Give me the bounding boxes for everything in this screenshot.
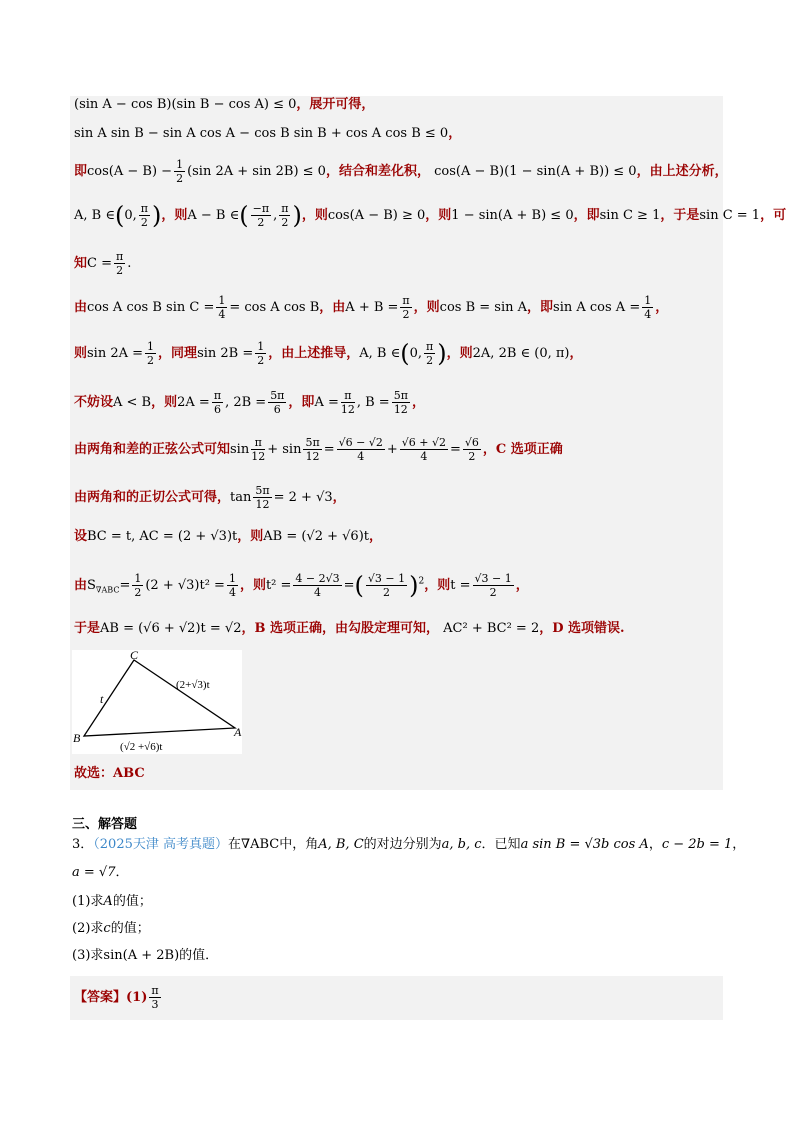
fraction: $\frac{√6 + √2}{4}$ [401, 436, 446, 463]
sol-line-13 [74, 622, 625, 635]
triangle-shape [84, 660, 235, 736]
math-expr: A [103, 894, 113, 909]
math-expr: cos(A − B) − [87, 164, 173, 179]
fraction: $\frac{5\pi}{12}$ [305, 436, 320, 463]
sol-text: ，由 [319, 300, 346, 315]
math-expr: a, b, c [441, 837, 482, 852]
sol-text: ，则 [413, 300, 440, 315]
math-expr: AB = (√6 + √2)t = √2 [100, 621, 242, 636]
fraction: $\frac{5\pi}{12}$ [255, 484, 270, 511]
sol-text: 由两角和差的正弦公式可知 [74, 442, 231, 457]
math-expr: = 2 + √3 [273, 490, 333, 505]
fraction: $\frac{\pi}{6}$ [213, 389, 222, 416]
fraction: $\frac{\pi}{2}$ [281, 202, 289, 229]
math-expr: A, B, C [318, 837, 364, 852]
subq-text: (3)求 [72, 948, 104, 963]
sol-text: ，展开可得， [296, 97, 375, 112]
fraction: $\frac{√6 - √2}{4}$ [338, 436, 383, 463]
sol-text: ，则 [237, 529, 264, 544]
sol-text: ， [448, 126, 462, 141]
math-expr: sin A cos A = [553, 300, 641, 315]
sol-text: ，于是 [660, 208, 700, 223]
fraction: $\frac{\pi}{2}$ [402, 294, 410, 321]
vertex-c-label: C [130, 650, 139, 662]
section-heading: 三、解答题 [72, 817, 138, 832]
sol-text: ， [539, 621, 553, 636]
math-expr: S [87, 578, 96, 593]
sol-text: C 选项正确 [495, 442, 563, 457]
subq-text: 的值； [110, 921, 150, 936]
math-expr: 1 − sin(A + B) ≤ 0 [451, 208, 574, 223]
fraction: $\frac{√3 - 1}{2}$ [367, 572, 406, 599]
answer-box [70, 976, 723, 1020]
sol-text: 由两角和的正切公式可得， [74, 490, 231, 505]
answer-line [74, 984, 163, 1011]
sol-text: ，则 [446, 346, 473, 361]
math-expr: A, B ∈ [74, 208, 115, 223]
fraction: $\frac{\pi}{12}$ [251, 436, 266, 463]
fraction: $\frac{√3 - 1}{2}$ [474, 572, 512, 599]
question-text: 的对边分别为 [363, 837, 442, 852]
fraction: $\frac{4 - 2√3}{4}$ [295, 572, 340, 599]
math-expr: sin [230, 442, 250, 457]
sol-text: ，则 [425, 208, 452, 223]
math-expr: a = √7 [72, 865, 116, 880]
math-expr: cos(A − B) ≥ 0 [327, 208, 426, 223]
sol-line-4: A, B ∈(0, $\frac{\pi}{2}$ )，则A − B ∈( $\frac{-\pi}{2}$ , $\frac{\pi}{2}$ )，则cos(A − B) ≥ 0，则1 − sin(A + B) ≤ 0，即sin C ≥ 1，于是sin C = 1，可 [74, 201, 787, 230]
math-expr: sin A sin B − sin A cos A − cos B sin B + cos A cos B ≤ 0 [74, 126, 449, 141]
math-expr: = [343, 578, 355, 593]
subq-text: (1)求 [72, 894, 104, 909]
math-expr: cos B = sin A [439, 300, 528, 315]
math-expr: = [323, 442, 335, 457]
question-line-2 [72, 866, 128, 879]
sol-line-11 [74, 530, 382, 543]
sol-line-3 [74, 158, 728, 185]
vertex-b-label: B [73, 731, 81, 745]
side-ac-label: (2+√3)t [176, 679, 210, 691]
sol-text: 知 [74, 256, 88, 271]
sol-line-2 [74, 127, 461, 140]
sol-text: ，即 [573, 208, 600, 223]
sol-line-8 [74, 389, 425, 416]
question-text: ， [648, 837, 662, 852]
math-expr: A, B ∈ [359, 346, 401, 361]
sol-text: 由 [74, 578, 88, 593]
sol-line-12: 由$S_{\nabla ABC}=$ $\frac{1}{2}$ (2 + √3)t² = $\frac{1}{4}$ ，则t² = $\frac{4 - 2√3}{4}$ =( $\frac{√3 - 1}{2}$ )$^2$，则t = $\frac{√3 - 1}{2}$ ， [74, 571, 529, 600]
question-text: 在∇ABC中，角 [228, 837, 319, 852]
sol-text: ，则 [301, 208, 328, 223]
math-expr: AB = (√2 + √6)t [263, 529, 369, 544]
sol-text: ， [411, 395, 425, 410]
fraction: $\frac{\pi}{2}$ [116, 250, 124, 277]
math-expr: BC = t, AC = (2 + √3)t [87, 529, 238, 544]
sol-text: D 选项错误. [552, 621, 625, 636]
sol-text: 设 [74, 529, 88, 544]
sol-text: ， [369, 529, 383, 544]
sol-text: ，可 [760, 208, 787, 223]
vertex-a-label: A [234, 725, 242, 739]
subq-text: 的值； [112, 894, 152, 909]
math-expr: 2A = [177, 395, 210, 410]
sol-text: ，则 [151, 395, 178, 410]
math-expr: + [386, 442, 398, 457]
math-expr: = [449, 442, 461, 457]
sol-text: ，则 [161, 208, 188, 223]
fraction: $\frac{1}{2}$ [147, 340, 155, 367]
math-expr: C = [87, 256, 112, 271]
math-expr: AC² + BC² = 2 [443, 621, 540, 636]
sol-text: ，则 [424, 578, 451, 593]
math-expr: (sin 2A + sin 2B) ≤ 0 [187, 164, 326, 179]
fraction: $\frac{1}{4}$ [228, 572, 236, 599]
sol-text: ， [332, 490, 346, 505]
fraction: $\frac{\pi}{3}$ [151, 984, 159, 1011]
sol-text: ，由上述推导， [268, 346, 360, 361]
sol-text: ，由上述分析， [636, 164, 728, 179]
math-expr: A < B [113, 395, 152, 410]
fraction: $\frac{5\pi}{6}$ [270, 389, 285, 416]
triangle-diagram [72, 650, 242, 754]
fraction: $\frac{√6}{2}$ [464, 436, 479, 463]
sol-text: ，即 [288, 395, 315, 410]
sol-text: ，结合和差化积， [325, 164, 430, 179]
math-expr: t² = [265, 578, 292, 593]
choice-line: 故选：ABC [74, 766, 145, 781]
math-expr: cos(A − B)(1 − sin(A + B)) ≤ 0 [434, 164, 637, 179]
math-expr: 2A, 2B ∈ (0, π) [472, 346, 570, 361]
sol-line-10 [74, 484, 346, 511]
math-expr: = [119, 578, 131, 593]
question-text: ． [115, 865, 129, 880]
sol-line-9 [74, 436, 563, 463]
question-number: 3． [72, 837, 94, 852]
fraction: $\frac{\pi}{12}$ [340, 389, 355, 416]
answer-label: 【答案】(1) [74, 990, 148, 1005]
math-expr: (sin A − cos B)(sin B − cos A) ≤ 0 [74, 97, 297, 112]
math-expr: , 2B = [225, 395, 267, 410]
fraction: $\frac{1}{2}$ [176, 158, 184, 185]
fraction: $\frac{-\pi}{2}$ [252, 202, 270, 229]
subquestion-3 [72, 949, 218, 962]
subq-text: (2)求 [72, 921, 104, 936]
math-expr: + sin [267, 442, 302, 457]
question-text: ， [732, 837, 746, 852]
sol-text: 即 [74, 164, 88, 179]
math-expr: sin 2A = [87, 346, 144, 361]
math-expr: sin 2B = [197, 346, 254, 361]
math-expr: c [103, 921, 111, 936]
sol-text: ，同理 [158, 346, 198, 361]
fraction: $\frac{1}{4}$ [218, 294, 226, 321]
math-expr: A = [314, 395, 339, 410]
math-expr: A + B = [345, 300, 399, 315]
fraction: $\frac{\pi}{2}$ [426, 340, 434, 367]
math-expr: cos A cos B sin C = [87, 300, 215, 315]
sol-text: 不妨设 [74, 395, 114, 410]
sol-line-5: 知C = $\frac{\pi}{2}$ . [74, 250, 132, 277]
sol-line-6 [74, 294, 668, 321]
math-expr: = cos A cos B [229, 300, 320, 315]
math-expr: a sin B = √3b cos A [520, 837, 649, 852]
side-bc-label: t [100, 692, 104, 706]
fraction: $\frac{1}{4}$ [644, 294, 652, 321]
sol-text: 于是 [74, 621, 101, 636]
sol-text: 则 [74, 346, 88, 361]
math-expr: (2 + √3)t² = [145, 578, 225, 593]
subquestion-1 [72, 895, 152, 908]
sol-line-7: 则sin 2A = $\frac{1}{2}$ ，同理sin 2B = $\frac{1}{2}$ ，由上述推导，A, B ∈(0, $\frac{\pi}{2}$ )，则2A, 2B ∈ (0, π)， [74, 339, 583, 368]
question-source-link[interactable]: （2025天津 高考真题） [93, 837, 228, 852]
math-expr: A − B ∈ [187, 208, 240, 223]
sol-text: ， [515, 578, 529, 593]
math-expr: , B = [356, 395, 390, 410]
math-expr: t = [450, 578, 471, 593]
sol-text: 由 [74, 300, 88, 315]
sol-text: ，即 [527, 300, 554, 315]
fraction: $\frac{1}{2}$ [134, 572, 142, 599]
math-expr: c − 2b = 1 [661, 837, 733, 852]
fraction: $\frac{\pi}{2}$ [140, 202, 148, 229]
math-sub: ∇ABC [95, 585, 120, 595]
math-expr: sin C = 1 [699, 208, 761, 223]
math-expr: tan [230, 490, 252, 505]
sol-text: ， [569, 346, 583, 361]
sol-text: ， [241, 621, 255, 636]
math-expr: sin C ≥ 1 [599, 208, 661, 223]
sol-text: ，则 [239, 578, 266, 593]
sol-text: B 选项正确，由勾股定理可知， [254, 621, 439, 636]
subq-text: 的值． [179, 948, 219, 963]
question-line-1 [72, 838, 745, 851]
sol-line-1 [74, 98, 374, 111]
fraction: $\frac{5\pi}{12}$ [393, 389, 408, 416]
triangle-figure [72, 650, 242, 754]
subquestion-2 [72, 922, 150, 935]
math-expr: sin(A + 2B) [103, 948, 180, 963]
question-text: ．已知 [481, 837, 521, 852]
sol-text: ， [655, 300, 669, 315]
sol-text: ， [482, 442, 496, 457]
side-ab-label: (√2 +√6)t [120, 741, 163, 753]
fraction: $\frac{1}{2}$ [257, 340, 265, 367]
